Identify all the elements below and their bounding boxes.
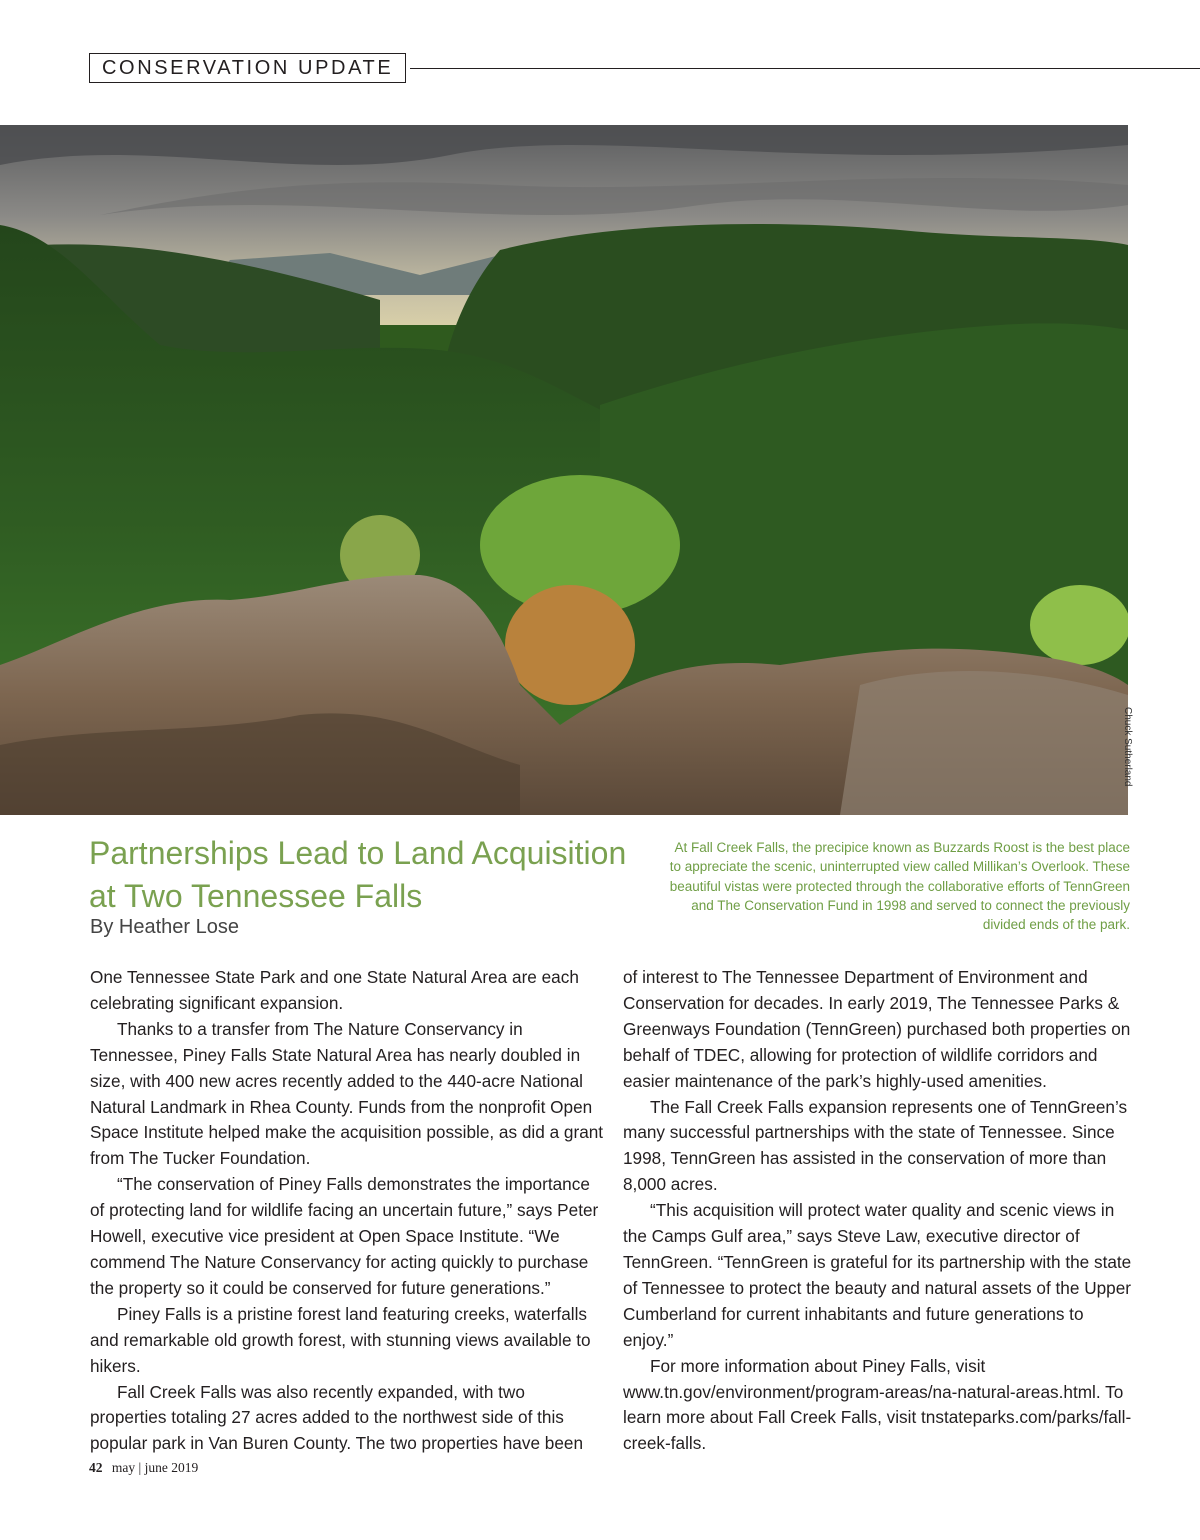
photo-caption: At Fall Creek Falls, the precipice known as Buzzards Roost is the best place to appreciate the scenic, uninterrupted view called Millikan’s Overlook. These beautiful vistas were protected through the collaborative efforts of TennGreen and The Conservation Fund in 1998 and served to connect the previously divided ends of the park. [669, 840, 1130, 933]
photo-credit: Chuck Sutherland [1122, 707, 1133, 787]
hero-photo [0, 125, 1128, 815]
article-column-right [623, 965, 1133, 1457]
page-footer [89, 1460, 198, 1476]
section-label: CONSERVATION UPDATE [102, 56, 394, 79]
landscape-illustration [0, 125, 1128, 815]
paragraph: of interest to The Tennessee Department of Environment and Conservation for decades. In early 2019, The Tennessee Parks & Greenways Foundation (TennGreen) purchased both properties on behalf of TDEC, allowing for protection of wildlife corridors and easier maintenance of the park’s highly-used amenities. [623, 967, 1131, 1091]
paragraph: Thanks to a transfer from The Nature Conservancy in Tennessee, Piney Falls State Natural Area has nearly doubled in size, with 400 new acres recently added to the 440-acre National Natural Landmark in Rhea County. Funds from the nonprofit Open Space Institute helped make the acquisition possible, as did a grant from The Tucker Foundation. [90, 1018, 604, 1169]
section-header [89, 53, 406, 83]
paragraph: Fall Creek Falls was also recently expanded, with two properties totaling 27 acres added to the northwest side of this popular park in Van Buren County. The two properties have been [90, 1381, 584, 1454]
article-title: Partnerships Lead to Land Acquisition at Two Tennessee Falls [89, 835, 627, 914]
paragraph: “The conservation of Piney Falls demonstrates the importance of protecting land for wildlife facing an uncertain future,” says Peter Howell, executive vice president at Open Space Institute. “We commend The Nature Conservancy for acting quickly to purchase the property so it could be conserved for future generations.” [90, 1174, 599, 1298]
issue-date: may | june 2019 [111, 1460, 199, 1475]
section-rule [410, 68, 1200, 69]
page-number: 42 [89, 1460, 103, 1475]
paragraph: For more information about Piney Falls, visit www.tn.gov/environment/program-areas/na-natural-areas.html. To learn more about Fall Creek Falls, visit tnstateparks.com/parks/fall-creek-falls. [623, 1355, 1132, 1454]
paragraph: “This acquisition will protect water quality and scenic views in the Camps Gulf area,” says Steve Law, executive director of TennGreen. “TennGreen is grateful for its partnership with the state of Tennessee to protect the beauty and natural assets of the Upper Cumberland for current inhabitants and future generations to enjoy.” [623, 1200, 1132, 1350]
paragraph: The Fall Creek Falls expansion represents one of TennGreen’s many successful partnerships with the state of Tennessee. Since 1998, TennGreen has assisted in the conservation of more than 8,000 acres. [623, 1096, 1128, 1195]
paragraph: One Tennessee State Park and one State Natural Area are each celebrating significant expansion. [90, 967, 579, 1013]
paragraph: Piney Falls is a pristine forest land featuring creeks, waterfalls and remarkable old growth forest, with stunning views available to hikers. [90, 1303, 591, 1376]
byline: By Heather Lose [90, 916, 239, 938]
article-column-left [90, 965, 605, 1457]
